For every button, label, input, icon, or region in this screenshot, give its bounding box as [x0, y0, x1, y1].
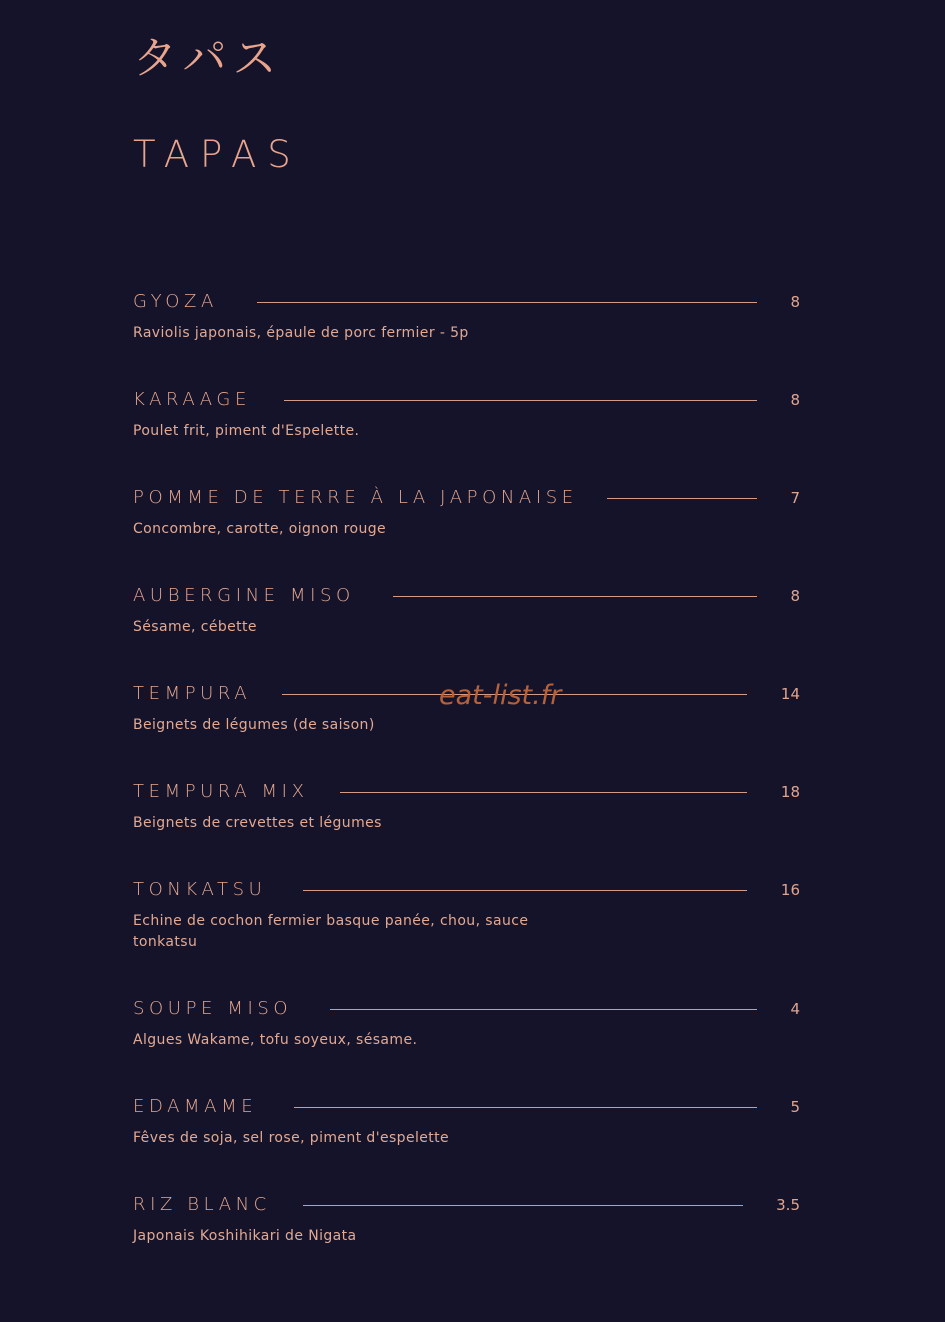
item-price: 8 [790, 587, 800, 605]
item-description: Poulet frit, piment d'Espelette. [133, 423, 360, 439]
leader-line [340, 792, 747, 793]
menu-item-karaage [133, 389, 805, 439]
item-price: 5 [790, 1098, 800, 1116]
item-name: SOUPE MISO [133, 998, 293, 1019]
item-price: 7 [790, 489, 800, 507]
item-price: 14 [780, 685, 800, 703]
item-name: TONKATSU [133, 879, 267, 900]
item-description: Beignets de légumes (de saison) [133, 717, 375, 733]
leader-line [303, 1205, 743, 1206]
item-price: 18 [780, 783, 800, 801]
item-name: AUBERGINE MISO [133, 585, 355, 606]
item-name: TEMPURA MIX [133, 781, 309, 802]
japanese-title: タパス [133, 33, 283, 84]
item-description: Raviolis japonais, épaule de porc fermier - 5p [133, 325, 469, 341]
item-name: TEMPURA [133, 683, 252, 704]
page-title: TAPAS [133, 133, 302, 176]
item-name: KARAAGE [133, 389, 251, 410]
item-price: 4 [790, 1000, 800, 1018]
item-description: Concombre, carotte, oignon rouge [133, 521, 387, 537]
leader-line [330, 1009, 757, 1010]
item-description: Beignets de crevettes et légumes [133, 815, 382, 831]
menu-item-tempura-mix [133, 781, 805, 831]
leader-line [303, 890, 747, 891]
item-name: POMME DE TERRE À LA JAPONAISE [133, 487, 578, 508]
menu-item-pomme-de-terre [133, 487, 805, 537]
item-price: 3.5 [776, 1196, 800, 1214]
menu-item-tonkatsu [133, 879, 805, 950]
item-price: 8 [790, 391, 800, 409]
item-price: 16 [780, 881, 800, 899]
leader-line [284, 400, 757, 401]
item-description: Echine de cochon fermier basque panée, chou, sauce tonkatsu [133, 913, 529, 950]
leader-line [393, 596, 757, 597]
item-price: 8 [790, 293, 800, 311]
item-description: Algues Wakame, tofu soyeux, sésame. [133, 1032, 418, 1048]
leader-line [294, 1107, 757, 1108]
menu-item-riz-blanc [133, 1194, 805, 1244]
item-name: GYOZA [133, 291, 218, 312]
item-name: EDAMAME [133, 1096, 258, 1117]
menu-item-gyoza [133, 291, 805, 341]
item-description: Fêves de soja, sel rose, piment d'espelette [133, 1130, 450, 1146]
item-description: Japonais Koshihikari de Nigata [133, 1228, 357, 1244]
menu-item-soupe-miso [133, 998, 805, 1048]
item-description: Sésame, cébette [133, 619, 257, 635]
menu-item-edamame [133, 1096, 805, 1146]
menu-item-aubergine-miso [133, 585, 805, 635]
watermark: eat-list.fr [439, 680, 562, 711]
leader-line [607, 498, 757, 499]
leader-line [257, 302, 757, 303]
item-name: RIZ BLANC [133, 1194, 271, 1215]
